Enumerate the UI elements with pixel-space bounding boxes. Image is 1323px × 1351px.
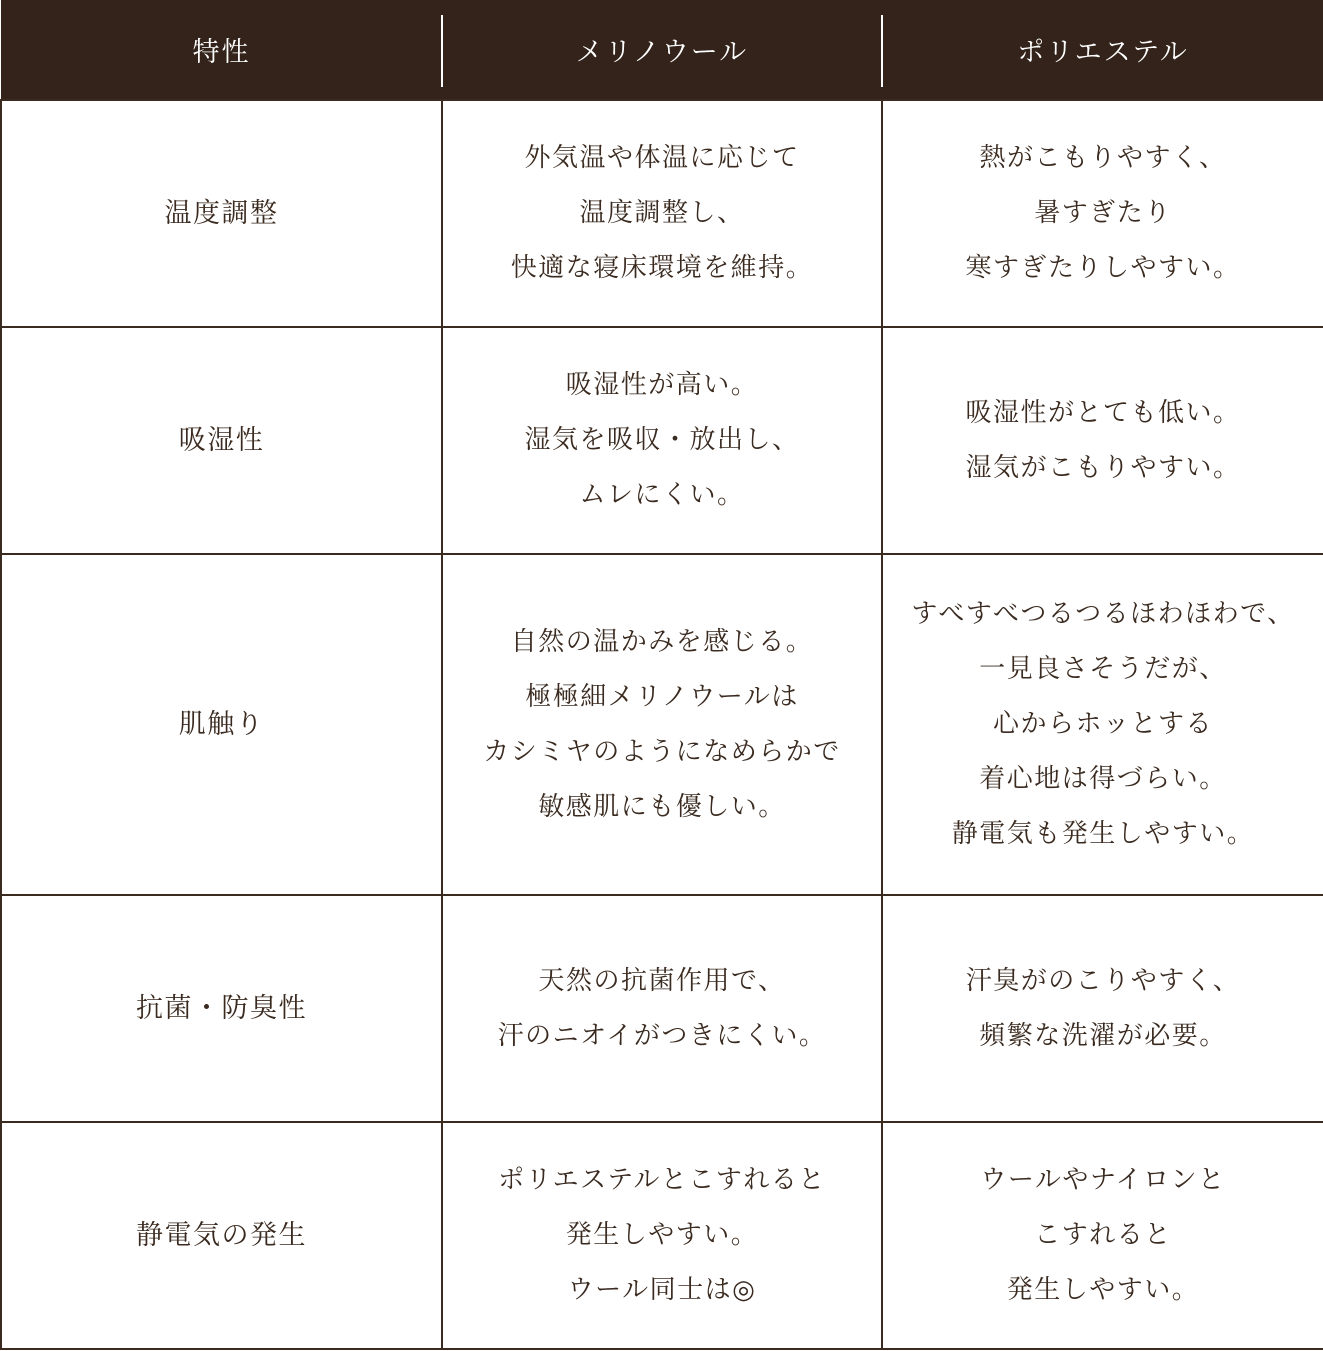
cell-line: こすれると xyxy=(1034,1220,1172,1250)
cell-line: 暑すぎたり xyxy=(1034,198,1172,228)
merino-cell xyxy=(442,100,882,327)
cell-line: 外気温や体温に応じて xyxy=(524,143,800,173)
header-merino xyxy=(442,0,882,100)
header-merino-label: メリノウール xyxy=(575,37,749,68)
cell-line: ウール同士は◎ xyxy=(567,1275,757,1305)
cell-line: 心からホッとする xyxy=(992,709,1213,739)
cell-line: 極極細メリノウールは xyxy=(525,681,799,712)
cell-line: 吸湿性がとても低い。 xyxy=(965,397,1241,428)
polyester-cell xyxy=(882,1122,1323,1349)
feature-cell: 静電気の発生 xyxy=(1,1122,442,1349)
cell-line: 発生しやすい。 xyxy=(1006,1275,1200,1305)
cell-line: 快適な寝床環境を維持。 xyxy=(510,253,814,283)
feature-cell: 抗菌・防臭性 xyxy=(1,895,442,1122)
merino-cell xyxy=(442,895,882,1122)
feature-cell: 温度調整 xyxy=(1,100,442,327)
cell-line: カシミヤのようになめらかで xyxy=(483,736,841,767)
merino-cell xyxy=(442,1122,882,1349)
cell-line: 自然の温かみを感じる。 xyxy=(510,626,814,657)
table-row xyxy=(1,327,1323,554)
cell-line: 静電気も発生しやすい。 xyxy=(951,819,1255,849)
cell-line: 一見良さそうだが、 xyxy=(979,654,1227,684)
merino-cell xyxy=(442,554,882,895)
cell-line: 湿気を吸収・放出し、 xyxy=(524,425,800,455)
cell-line: 寒すぎたりしやすい。 xyxy=(965,253,1241,283)
header-polyester-label: ポリエステル xyxy=(1017,37,1189,68)
merino-cell xyxy=(442,327,882,554)
feature-cell: 吸湿性 xyxy=(1,327,442,554)
table-row xyxy=(1,100,1323,327)
cell-line: 天然の抗菌作用で、 xyxy=(538,965,786,996)
polyester-cell xyxy=(882,327,1323,554)
table-row xyxy=(1,1122,1323,1349)
polyester-cell xyxy=(882,895,1323,1122)
cell-line: すべすべつるつるほわほわで、 xyxy=(911,599,1295,629)
cell-line: ウールやナイロンと xyxy=(980,1165,1226,1195)
feature-cell: 肌触り xyxy=(1,554,442,895)
polyester-cell xyxy=(882,554,1323,895)
header-polyester xyxy=(882,0,1323,100)
cell-line: 温度調整し、 xyxy=(579,198,745,228)
cell-line: 汗臭がのこりやすく、 xyxy=(965,965,1241,996)
cell-line: 湿気がこもりやすい。 xyxy=(965,452,1241,483)
cell-line: 発生しやすい。 xyxy=(565,1220,759,1250)
cell-line: ムレにくい。 xyxy=(579,480,745,510)
cell-line: 吸湿性が高い。 xyxy=(565,370,759,400)
header-feature xyxy=(1,0,442,100)
table-header-row xyxy=(1,0,1323,100)
cell-line: 頻繁な洗濯が必要。 xyxy=(979,1020,1227,1051)
cell-line: ポリエステルとこすれると xyxy=(498,1165,826,1195)
cell-line: 熱がこもりやすく、 xyxy=(979,143,1227,173)
polyester-cell xyxy=(882,100,1323,327)
table-row xyxy=(1,895,1323,1122)
cell-line: 着心地は得づらい。 xyxy=(979,764,1227,794)
table-row xyxy=(1,554,1323,895)
cell-line: 敏感肌にも優しい。 xyxy=(538,791,786,822)
header-feature-label: 特性 xyxy=(192,37,251,68)
cell-line: 汗のニオイがつきにくい。 xyxy=(497,1020,827,1051)
